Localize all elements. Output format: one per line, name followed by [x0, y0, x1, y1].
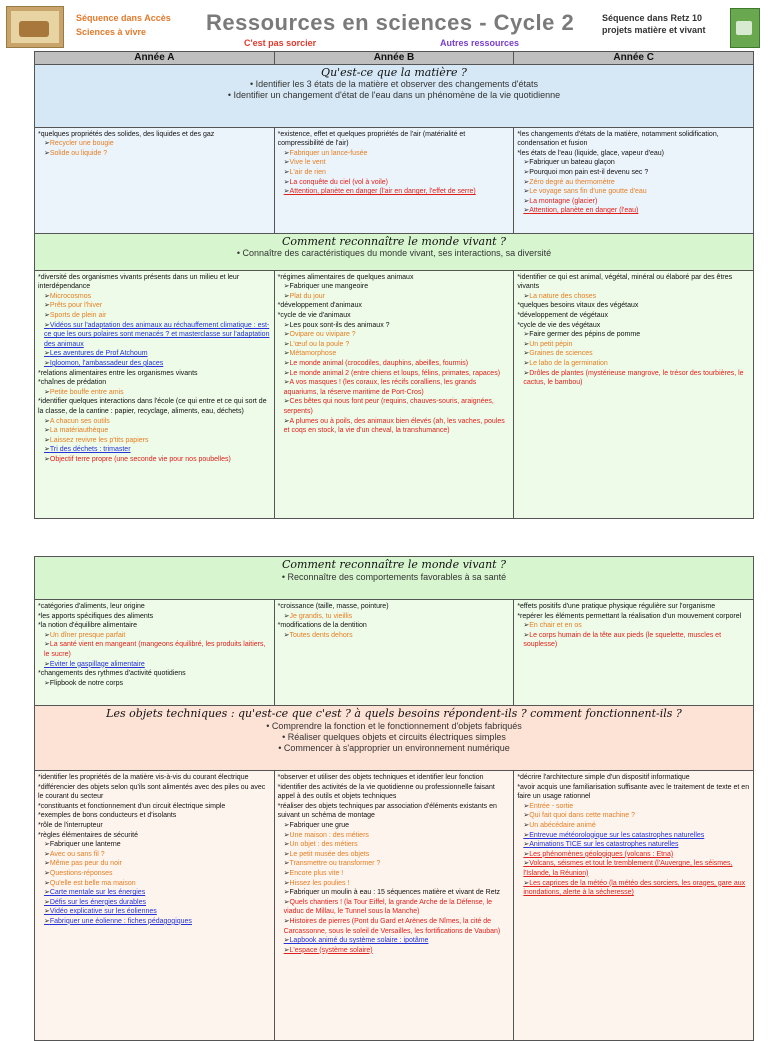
cell-objets-c	[514, 771, 754, 1041]
notion-text: *catégories d'aliments, leur origine	[38, 603, 145, 610]
cell-matiere-c	[514, 127, 754, 233]
resource-item: ➢ Le petit musée des objets	[278, 850, 511, 860]
notion-text: *diversité des organismes vivants présents dans un milieu et leur interdépendance	[38, 273, 240, 291]
notion-text: *les changements d'états de la matière, notamment solidification, condensation et fusion	[517, 130, 719, 148]
resource-item: ➢ Le voyage sans fin d'une goutte d'eau	[517, 187, 750, 197]
resource-item: ➢ Fabriquer un moulin à eau : 15 séquences matière et vivant de Retz	[278, 888, 511, 898]
resource-item: ➢ Fabriquer un lance-fusée	[278, 149, 511, 159]
column-annee-c: Année C	[514, 52, 754, 65]
resource-item: ➢ Fabriquer une mangeoire	[278, 282, 511, 292]
header-right	[602, 12, 722, 36]
resource-item: ➢ Le monde animal 2 (entre chiens et loups, félins, primates, rapaces)	[278, 369, 511, 379]
resource-item: ➢ La nature des choses	[517, 292, 750, 302]
resource-item: ➢ A vos masques ! (les coraux, les récifs coralliens, les grands aquariums, la réserve maritime de Port-Cros)	[278, 378, 511, 397]
resource-item: ➢ Questions-réponses	[38, 869, 271, 879]
resource-item: ➢ Ovipare ou vivipare ?	[278, 330, 511, 340]
resource-item: ➢ Le monde animal (crocodiles, dauphins, abeilles, fourmis)	[278, 359, 511, 369]
notion-text: *les apports spécifiques des aliments	[38, 612, 154, 620]
resource-item: ➢ Métamorphose	[278, 349, 511, 359]
resource-item: ➢ La montagne (glacier)	[517, 197, 750, 207]
resource-item: ➢ Toutes dents dehors	[278, 631, 511, 641]
resource-item: ➢ L'œuf ou la poule ?	[278, 340, 511, 350]
resource-link[interactable]: ➢ Fabriquer une éolienne : fiches pédagogiques	[38, 917, 271, 927]
resource-item: ➢ Un dîner presque parfait	[38, 631, 271, 641]
resource-item: ➢ Un objet : des métiers	[278, 840, 511, 850]
resource-item: ➢ Vive le vent	[278, 158, 511, 168]
theme-objets	[35, 706, 754, 771]
resource-link[interactable]: ➢ Lapbook animé du système solaire : ipotâme	[278, 936, 511, 946]
resource-item: ➢ Sports de plein air	[38, 311, 271, 321]
table-page2	[34, 556, 754, 1041]
resource-item: ➢ Fabriquer une lanterne	[38, 840, 271, 850]
notion-text: *quelques propriétés des solides, des liquides et des gaz	[38, 130, 215, 138]
notion-text: *régimes alimentaires de quelques animaux	[277, 273, 414, 281]
resource-item: ➢ Faire germer des pépins de pomme	[517, 330, 750, 340]
resource-item: ➢ Un petit pépin	[517, 340, 750, 350]
resource-item: ➢ Les poux sont-ils des animaux ?	[278, 321, 511, 331]
resource-item: ➢ Attention, planète en danger (l'air en danger, l'effet de serre)	[278, 187, 511, 197]
cell-matiere-a	[35, 127, 275, 233]
resource-item: ➢ Objectif terre propre (une seconde vie pour nos poubelles)	[38, 455, 271, 465]
resource-link[interactable]: ➢ Carte mentale sur les énergies	[38, 888, 271, 898]
header-right-line2: projets matière et vivant	[602, 25, 706, 35]
objective: • Identifier les 3 états de la matière et observer des changements d'états	[38, 79, 750, 90]
objective: • Connaître des caractéristiques du monde vivant, ses interactions, sa diversité	[38, 248, 750, 259]
page-title: Ressources en sciences - Cycle 2	[206, 10, 575, 35]
resource-item: ➢ La matériauthèque	[38, 426, 271, 436]
resource-item: ➢ Microcosmos	[38, 292, 271, 302]
resource-item: ➢ A chacun ses outils	[38, 417, 271, 427]
resource-link[interactable]: ➢ Vidéos sur l'adaptation des animaux au réchauffement climatique : est-ce que les ours polaires sont menacés ? et masterclasse sur l'adaptation des animaux	[38, 321, 271, 350]
column-header-row	[35, 52, 754, 65]
resource-item: ➢ En chair et en os	[517, 621, 750, 631]
resource-item: ➢ Le corps humain de la tête aux pieds (le squelette, muscles et souplesse)	[517, 631, 750, 650]
theme-title: Comment reconnaître le monde vivant ?	[281, 558, 506, 571]
resource-item: ➢ A plumes ou à poils, des animaux bien élevés (ah, les vaches, poules et coqs en stock, la vie d'un cheval, la transhumance)	[278, 417, 511, 436]
resource-item: ➢ Hissez les poulies !	[278, 879, 511, 889]
column-annee-a: Année A	[35, 52, 275, 65]
resource-item: ➢ Entrée - sortie	[517, 802, 750, 812]
notion-text: *constituants et fonctionnement d'un circuit électrique simple	[38, 802, 226, 810]
notion-text: *identifier les propriétés de la matière vis-à-vis du courant électrique	[38, 774, 249, 781]
resource-item: ➢ La santé vient en mangeant (mangeons équilibré, les produits laitiers, le sucre)	[38, 640, 271, 659]
notion-text: *effets positifs d'une pratique physique régulière sur l'organisme	[517, 603, 716, 610]
notion-text: *exemples de bons conducteurs et d'isolants	[38, 812, 177, 820]
header	[0, 0, 768, 50]
theme-sante	[35, 557, 754, 600]
resource-item: ➢ Avec ou sans fil ?	[38, 850, 271, 860]
resource-item: ➢ Petite bouffe entre amis	[38, 388, 271, 398]
book-cover-image	[6, 6, 64, 48]
resource-link[interactable]: ➢ Tri des déchets : trimaster	[38, 445, 271, 455]
objective: • Commencer à s'approprier un environnement numérique	[38, 743, 750, 754]
notion-text: *rôle de l'interrupteur	[38, 821, 103, 829]
resource-link[interactable]: ➢ Vidéo explicative sur les éoliennes	[38, 907, 271, 917]
notion-text: *cycle de vie des végétaux	[517, 321, 601, 329]
resource-item: ➢ Une maison : des métiers	[278, 831, 511, 841]
cell-sante-a	[35, 600, 275, 706]
cell-matiere-b	[274, 127, 514, 233]
resource-item: ➢ Solide ou liquide ?	[38, 149, 271, 159]
resource-link[interactable]: ➢ Entrevue météorologique sur les catastrophes naturelles	[517, 831, 750, 841]
theme-vivant	[35, 233, 754, 270]
notion-text: *réaliser des objets techniques par association d'éléments existants en suivant un schéma de montage	[277, 802, 497, 820]
resource-item: ➢ Qu'elle est belle ma maison	[38, 879, 271, 889]
resource-item: ➢ Fabriquer une grue	[278, 821, 511, 831]
notion-text: *décrire l'architecture simple d'un dispositif informatique	[517, 774, 690, 781]
notion-text: *identifier quelques interactions dans l'école (ce qui entre et ce qui sort de la classe, de la cantine : papier, recyclage, aliments, eau, déchets)	[38, 398, 267, 415]
notion-text: *développement de végétaux	[517, 311, 609, 319]
notion-text: *changements des rythmes d'activité quotidiens	[38, 670, 186, 678]
notion-text: *règles élémentaires de sécurité	[38, 831, 138, 839]
header-left-line2: Sciences à vivre	[76, 27, 147, 37]
notion-text: *la notion d'équilibre alimentaire	[38, 622, 138, 630]
notion-text: *croissance (taille, masse, pointure)	[277, 603, 389, 610]
notion-text: *les états de l'eau (liquide, glace, vapeur d'eau)	[517, 149, 664, 157]
resource-item: ➢ Les caprices de la météo (la météo des sorciers, les orages, gare aux inondations, alerte à la sécheresse)	[517, 879, 750, 898]
header-right-line1: Séquence dans Retz 10	[602, 13, 703, 23]
resource-item: ➢ Même pas peur du noir	[38, 859, 271, 869]
theme-title: Les objets techniques : qu'est-ce que c'est ? à quels besoins répondent-ils ? comment fonctionnent-ils ?	[106, 707, 682, 720]
column-annee-b: Année B	[274, 52, 514, 65]
resource-item: ➢ Volcans, séismes et tout le tremblement (l'Auvergne, les séismes, l'Islande, la Réunion)	[517, 859, 750, 878]
cell-vivant-a	[35, 270, 275, 518]
resource-item: ➢ Flipbook de notre corps	[38, 679, 271, 689]
resource-item: ➢ Prêts pour l'hiver	[38, 301, 271, 311]
resource-item: ➢ Pourquoi mon pain est-il devenu sec ?	[517, 168, 750, 178]
resource-item: ➢ Zéro degré au thermomètre	[517, 178, 750, 188]
resource-item: ➢ Le labo de la germination	[517, 359, 750, 369]
notion-text: *observer et utiliser des objets techniques et identifier leur fonction	[277, 774, 484, 781]
resource-item: ➢ Qui fait quoi dans cette machine ?	[517, 811, 750, 821]
resource-link[interactable]: ➢ Défis sur les énergies durables	[38, 898, 271, 908]
resource-item: ➢ Fabriquer un bateau glaçon	[517, 158, 750, 168]
theme-matiere	[35, 64, 754, 127]
resource-item: ➢ Ces bêtes qui nous font peur (requins, chauves-souris, araignées, serpents)	[278, 397, 511, 416]
theme-title: Comment reconnaître le monde vivant ?	[281, 234, 506, 248]
resource-item: ➢ Les phénomènes géologiques (volcans : Etna)	[517, 850, 750, 860]
objective: • Comprendre la fonction et le fonctionnement d'objets fabriqués	[38, 721, 750, 732]
notion-text: *modifications de la dentition	[277, 622, 367, 630]
notion-text: *existence, effet et quelques propriétés de l'air (matérialité et compressibilité de l'air)	[277, 130, 466, 148]
notion-text: *avoir acquis une familiarisation suffisante avec le traitement de texte et en faire un usage rationnel	[517, 783, 750, 801]
resource-item: ➢ Recycler une bougie	[38, 139, 271, 149]
table-page1	[34, 51, 754, 519]
notion-text: *développement d'animaux	[277, 302, 362, 310]
resource-link[interactable]: ➢ Eviter le gaspillage alimentaire	[38, 660, 271, 670]
cell-objets-b	[274, 771, 514, 1041]
resource-item: ➢ Plat du jour	[278, 292, 511, 302]
resource-item: ➢ Laissez revivre les p'tits papiers	[38, 436, 271, 446]
notion-text: *repérer les éléments permettant la réalisation d'un mouvement corporel	[517, 612, 742, 620]
resource-link[interactable]: ➢ Les aventures de Prof Atchoum	[38, 349, 271, 359]
notion-text: *identifier ce qui est animal, végétal, minéral ou élaboré par des êtres vivants	[517, 273, 733, 291]
resource-item: ➢ Un abécédaire animé	[517, 821, 750, 831]
resource-item: ➢ Encore plus vite !	[278, 869, 511, 879]
notion-text: *quelques besoins vitaux des végétaux	[517, 302, 639, 310]
resource-item: ➢ Histoires de pierres (Pont du Gard et Arènes de Nîmes, la cité de Carcassonne, sous le soleil de Versailles, les fortifications de Vauban)	[278, 917, 511, 936]
resource-item: ➢ Attention, planète en danger (l'eau)	[517, 206, 750, 216]
legend-autres-ressources: Autres ressources	[440, 38, 520, 48]
resource-item: ➢ Quels chantiers ! (la Tour Eiffel, la grande Arche de la Défense, le viaduc de Millau, le Tunnel sous la Manche)	[278, 898, 511, 917]
cell-sante-c	[514, 600, 754, 706]
resource-item: ➢ Graines de sciences	[517, 349, 750, 359]
notion-text: *différencier des objets selon qu'ils sont alimentés avec des piles ou avec le courant du secteur	[38, 783, 266, 801]
notion-text: *relations alimentaires entre les organismes vivants	[38, 369, 198, 377]
resource-item: ➢ Transmettre ou transformer ?	[278, 859, 511, 869]
resource-item: ➢ L'espace (système solaire)	[278, 946, 511, 956]
cell-vivant-b	[274, 270, 514, 518]
cell-vivant-c	[514, 270, 754, 518]
resource-item: ➢ Je grandis, tu vieillis	[278, 612, 511, 622]
cell-sante-b	[274, 600, 514, 706]
cell-objets-a	[35, 771, 275, 1041]
retz-book-image	[730, 8, 760, 48]
objective: • Reconnaître des comportements favorables à sa santé	[38, 572, 750, 583]
resource-item: ➢ L'air de rien	[278, 168, 511, 178]
objective: • Identifier un changement d'état de l'eau dans un phénomène de la vie quotidienne	[38, 90, 750, 101]
notion-text: *cycle de vie d'animaux	[277, 311, 351, 319]
header-left-line1: Séquence dans Accès	[76, 13, 171, 23]
legend-cest-pas-sorcier: C'est pas sorcier	[244, 38, 317, 48]
resource-item: ➢ La conquête du ciel (vol à voile)	[278, 178, 511, 188]
objective: • Réaliser quelques objets et circuits électriques simples	[38, 732, 750, 743]
notion-text: *chaînes de prédation	[38, 379, 107, 387]
resource-item: ➢ Drôles de plantes (mystérieuse mangrove, le trésor des tourbières, le cactus, le bambou)	[517, 369, 750, 388]
resource-link[interactable]: ➢ Igloomon, l'ambassadeur des glaces	[38, 359, 271, 369]
theme-title: Qu'est-ce que la matière ?	[321, 65, 467, 79]
notion-text: *identifier des activités de la vie quotidienne ou professionnelle faisant appel à des outils et objets techniques	[277, 783, 495, 801]
resource-link[interactable]: ➢ Animations TICE sur les catastrophes naturelles	[517, 840, 750, 850]
